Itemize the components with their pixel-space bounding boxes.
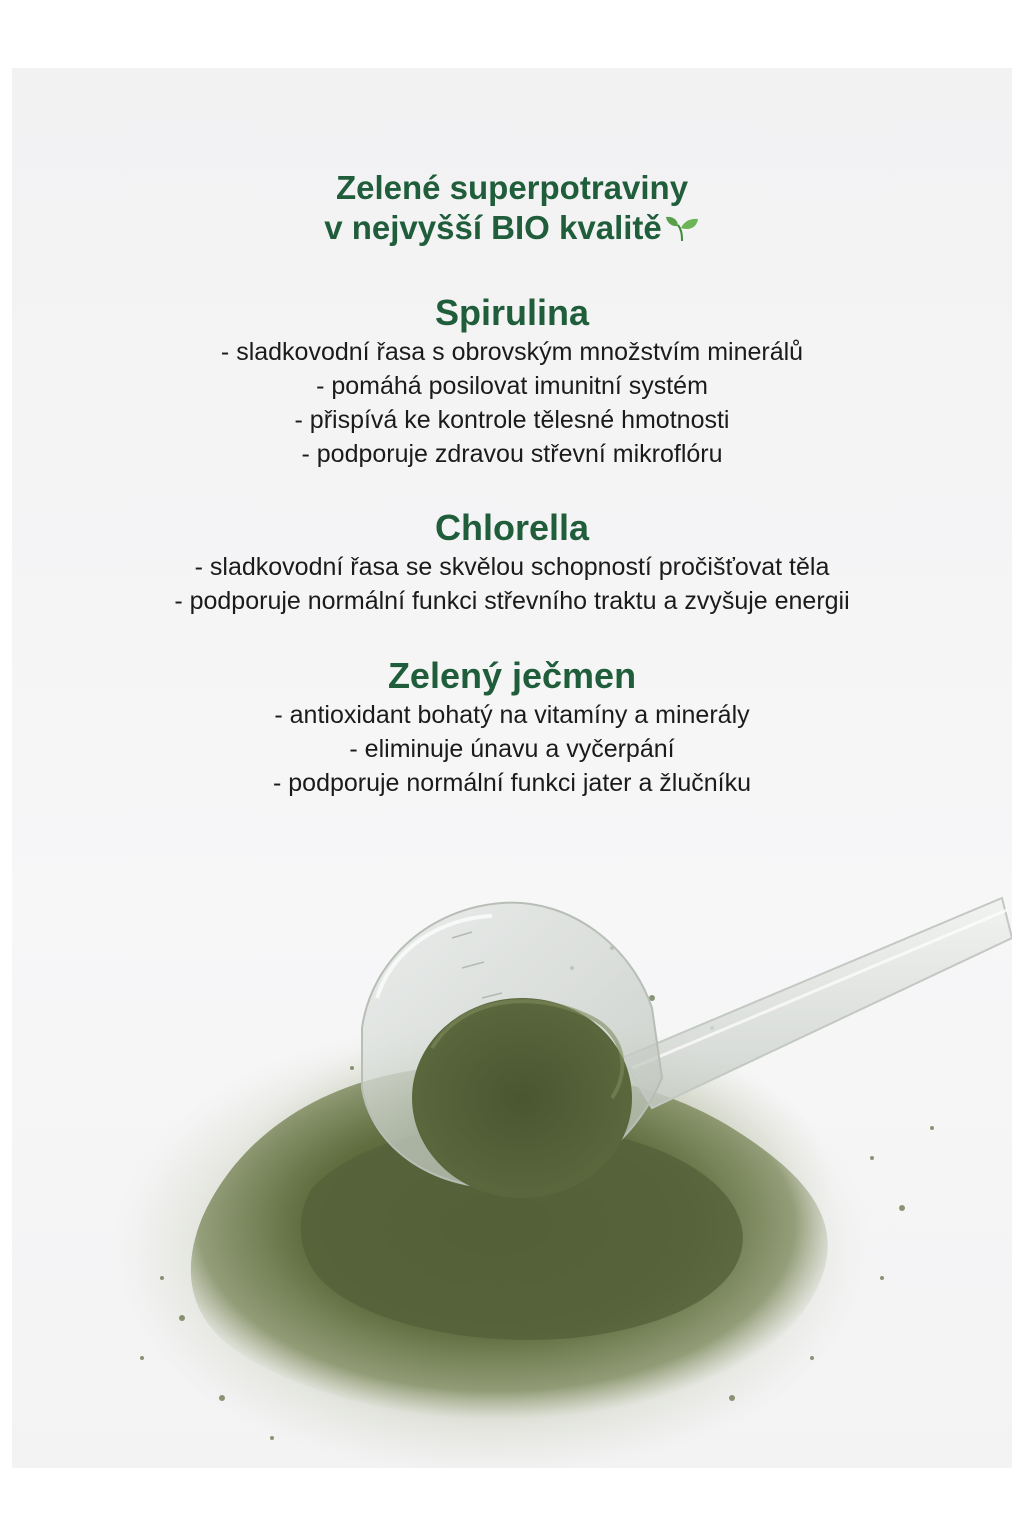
headline-line-2 (12, 208, 1012, 248)
section-title-spirulina: Spirulina (434, 292, 590, 333)
bullet-item: - sladkovodní řasa se skvělou schopností pročišťovat těla (194, 553, 830, 581)
bullet-item: - podporuje zdravou střevní mikroflóru (301, 440, 723, 468)
headline-line-1: Zelené superpotraviny (335, 169, 689, 206)
section-zeleny-jecmen (12, 656, 1012, 800)
bullet-item: - eliminuje únavu a vyčerpání (349, 735, 675, 763)
headline (12, 168, 1012, 248)
section-spirulina (12, 293, 1012, 471)
bullet-item: - antioxidant bohatý na vitamíny a minerály (274, 701, 750, 729)
section-title-zeleny-jecmen: Zelený ječmen (387, 655, 637, 696)
product-photo (12, 68, 1012, 1468)
bullet-item: - podporuje normální funkci střevního traktu a zvyšuje energii (174, 587, 850, 615)
section-chlorella (12, 508, 1012, 618)
bullet-item: - pomáhá posilovat imunitní systém (316, 372, 708, 400)
seedling-icon (664, 213, 700, 243)
bullet-item: - podporuje normální funkci jater a žlučníku (272, 769, 752, 797)
bullet-item: - sladkovodní řasa s obrovským množstvím minerálů (220, 338, 804, 366)
headline-line-2-text: v nejvyšší BIO kvalitě (324, 209, 662, 246)
bullet-item: - přispívá ke kontrole tělesné hmotnosti (294, 406, 730, 434)
section-title-chlorella: Chlorella (434, 507, 590, 548)
